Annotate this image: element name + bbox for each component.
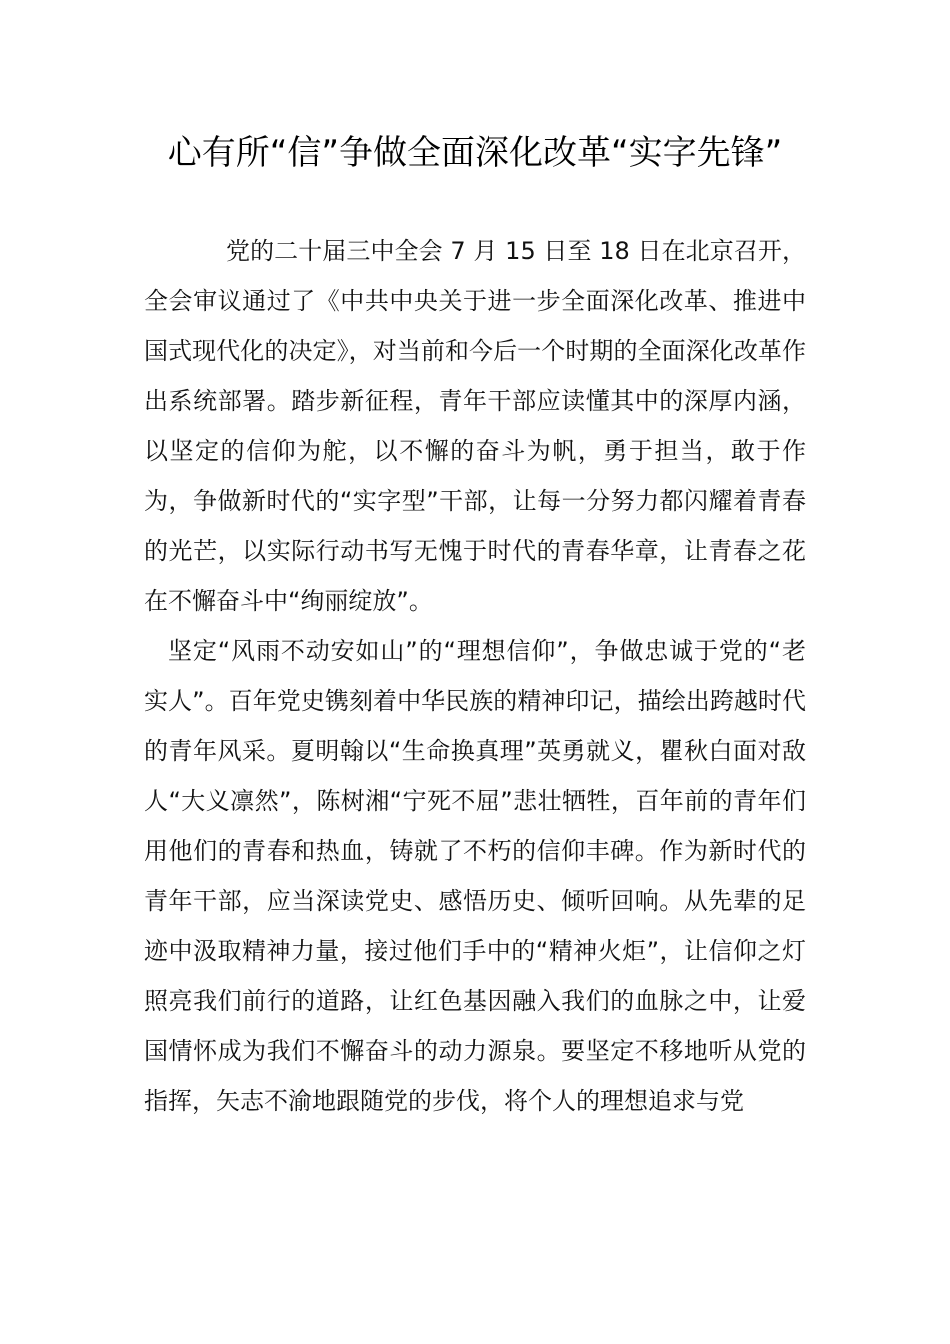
paragraph-2: 坚定“风雨不动安如山”的“理想信仰”，争做忠诚于党的“老实人”。百年党史镌刻着中华民族的精神印记，描绘出跨越时代的青年风采。夏明翰以“生命换真理”英勇就义，瞿秋白面对敌人“大义凛然”，陈树湘“宁死不屈”悲壮牺牲，百年前的青年们用他们的青春和热血，铸就了不朽的信仰丰碑。作为新时代的青年干部，应当深读党史、感悟历史、倾听回响。从先辈的足迹中汲取精神力量，接过他们手中的“精神火炬”，让信仰之灯照亮我们前行的道路，让红色基因融入我们的血脉之中，让爱国情怀成为我们不懈奋斗的动力源泉。要坚定不移地听从党的指挥，矢志不渝地跟随党的步伐，将个人的理想追求与党	[144, 637, 806, 1115]
document-title: 心有所“信”争做全面深化改革“实字先锋”	[167, 133, 783, 173]
document-body	[144, 226, 806, 1126]
paragraph-1: 党的二十届三中全会 7 月 15 日至 18 日在北京召开，全会审议通过了《中共中央关于进一步全面深化改革、推进中国式现代化的决定》，对当前和今后一个时期的全面深化改革作出系统部署。踏步新征程，青年干部应读懂其中的深厚内涵，以坚定的信仰为舵，以不懈的奋斗为帆，勇于担当，敢于作为，争做新时代的“实字型”干部，让每一分努力都闪耀着青春的光芒，以实际行动书写无愧于时代的青春华章，让青春之花在不懈奋斗中“绚丽绽放”。	[144, 237, 806, 615]
